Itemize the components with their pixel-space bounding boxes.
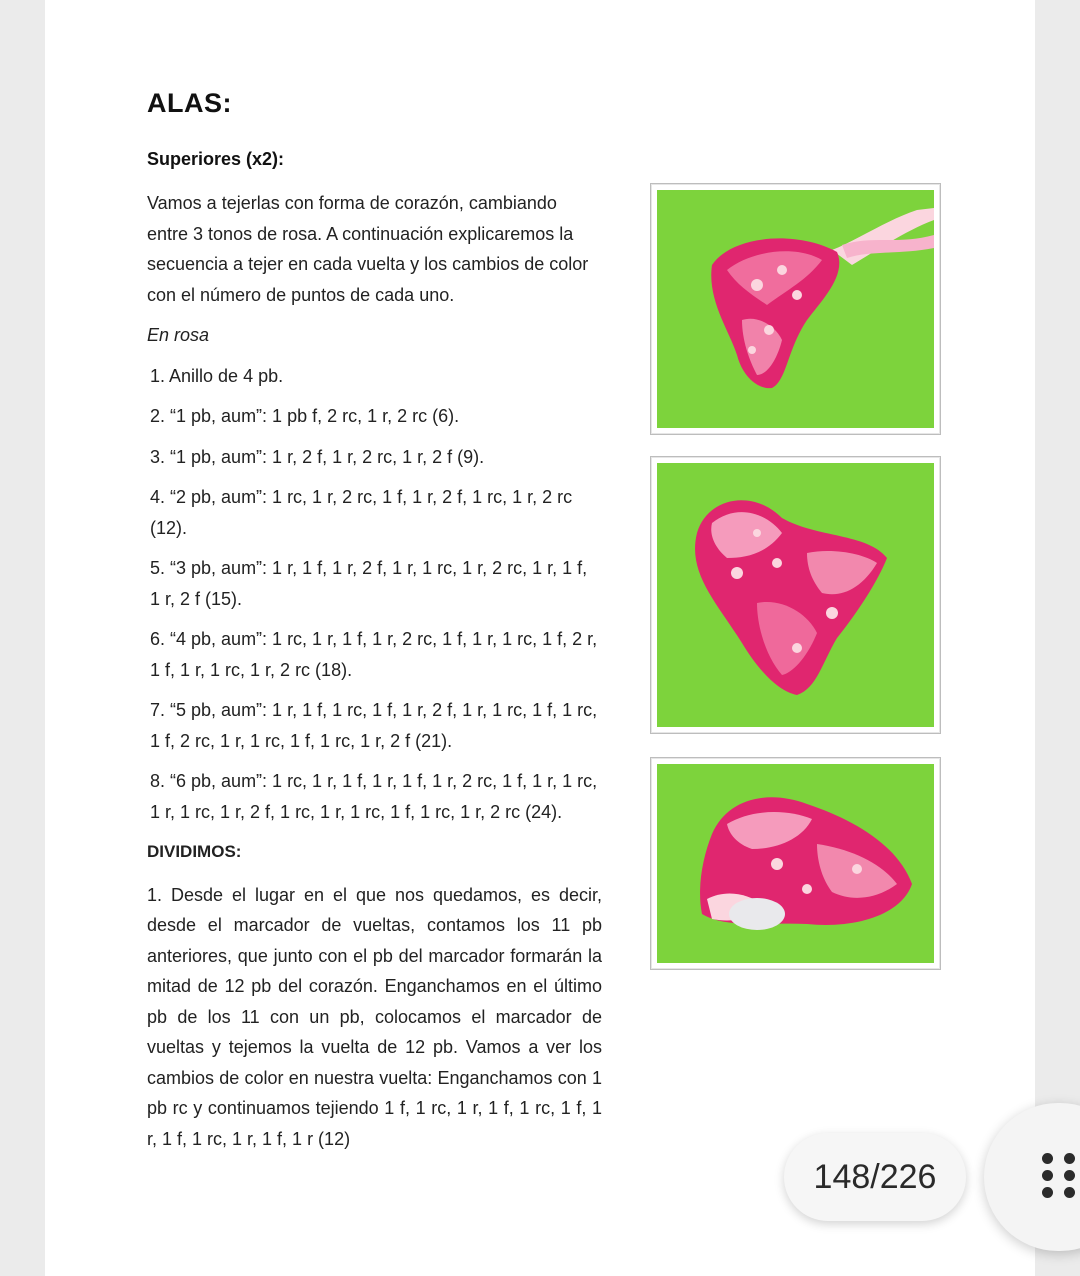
step-item: 3. “1 pb, aum”: 1 r, 2 f, 1 r, 2 rc, 1 r, 2 f (9).: [150, 446, 485, 467]
photo-background: [657, 764, 934, 963]
step-item: 4. “2 pb, aum”: 1 rc, 1 r, 2 rc, 1 f, 1 r, 2 f, 1 rc, 1 r, 2 rc (12).: [150, 487, 573, 538]
step-item: 1. Anillo de 4 pb.: [150, 365, 284, 386]
wing-photo-1: [650, 183, 941, 435]
step-item: 5. “3 pb, aum”: 1 r, 1 f, 1 r, 2 f, 1 r, 1 rc, 1 r, 2 rc, 1 r, 1 f, 1 r, 2 f (15).: [150, 558, 588, 609]
step-item: 7. “5 pb, aum”: 1 r, 1 f, 1 rc, 1 f, 1 r, 2 f, 1 r, 1 rc, 1 f, 1 rc, 1 f, 2 rc, 1 r, 1 rc, 1 f, 1 rc, 1 r, 2 f (21).: [150, 700, 598, 751]
crochet-piece-3-illustration: [657, 764, 934, 963]
crochet-piece-2-illustration: [657, 463, 934, 727]
step-item: 2. “1 pb, aum”: 1 pb f, 2 rc, 1 r, 2 rc (6).: [150, 406, 460, 426]
step-item: 8. “6 pb, aum”: 1 rc, 1 r, 1 f, 1 r, 1 f, 1 r, 2 rc, 1 f, 1 r, 1 rc, 1 r, 1 rc, 1 r, 2 f, 1 rc, 1 r, 1 rc, 1 f, 1 rc, 1 r, 2 rc (24).: [150, 771, 598, 822]
wing-photo-2: [650, 456, 941, 734]
intro-paragraph: Vamos a tejerlas con forma de corazón, cambiando entre 3 tonos de rosa. A continuación explicaremos la secuencia a tejer en cada vuelta y los cambios de color con el número de puntos de cada uno.: [147, 193, 589, 305]
crochet-piece-1-illustration: [657, 190, 934, 428]
instructions-column: [147, 188, 602, 1165]
step-item: 6. “4 pb, aum”: 1 rc, 1 r, 1 f, 1 r, 2 rc, 1 f, 1 r, 1 rc, 1 f, 2 r, 1 f, 1 r, 1 rc, 1 r, 2 rc (18).: [150, 629, 598, 680]
photo-background: [657, 463, 934, 727]
color-note: En rosa: [147, 325, 210, 345]
page-title: ALAS:: [147, 88, 232, 118]
document-page: [45, 0, 1035, 1276]
page-indicator[interactable]: 148/226: [784, 1133, 966, 1221]
grid-dots-icon: [1042, 1153, 1076, 1199]
section-subheading: Superiores (x2):: [147, 149, 285, 169]
divide-paragraph: 1. Desde el lugar en el que nos quedamos, es decir, desde el marcador de vueltas, contamos los 11 pb anteriores, que junto con el pb del marcador formarán la mitad de 12 pb del corazón. Enganchamos en el último pb de los 11 con un pb, colocamos el marcador de vueltas y tejemos la vuelta de 12 pb. Vamos a ver los cambios de color en nuestra vuelta: Enganchamos con 1 pb rc y continuamos tejiendo 1 f, 1 rc, 1 r, 1 f, 1 rc, 1 f, 1 r, 1 f, 1 rc, 1 r, 1 f, 1 r (12): [147, 884, 602, 1149]
wing-photo-3: [650, 757, 941, 970]
divide-heading: DIVIDIMOS:: [147, 842, 242, 861]
photo-background: [657, 190, 934, 428]
